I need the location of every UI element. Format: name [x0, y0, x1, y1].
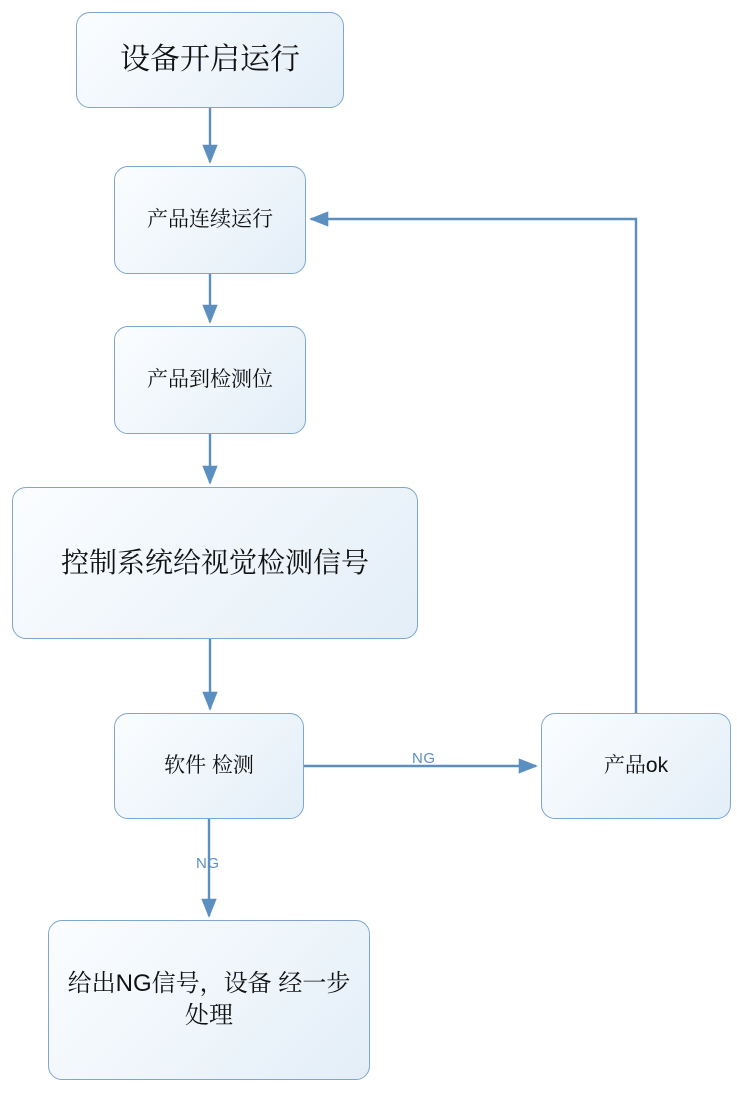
node-start[interactable] — [76, 12, 344, 108]
node-arrive-detect-position-label: 产品到检测位 — [147, 367, 273, 391]
node-product-ok[interactable] — [541, 713, 731, 819]
node-continuous-run[interactable] — [114, 166, 306, 274]
edge-label-detect-ok: NG — [412, 750, 436, 767]
edge-label-detect-ng: NG — [196, 855, 220, 872]
node-control-signal-label: 控制系统给视觉检测信号 — [60, 547, 369, 579]
node-control-signal[interactable] — [12, 487, 418, 639]
node-continuous-run-label: 产品连续运行 — [147, 207, 273, 231]
node-arrive-detect-position[interactable] — [114, 326, 306, 434]
node-ng-signal-label: 给出NG信号，设备 经一步处理 — [67, 969, 351, 1029]
node-software-detect-label: 软件 检测 — [164, 753, 254, 777]
node-software-detect[interactable] — [114, 713, 304, 819]
node-start-label: 设备开启运行 — [120, 42, 300, 76]
node-ng-signal[interactable] — [48, 920, 370, 1080]
node-product-ok-label: 产品ok — [603, 753, 669, 777]
